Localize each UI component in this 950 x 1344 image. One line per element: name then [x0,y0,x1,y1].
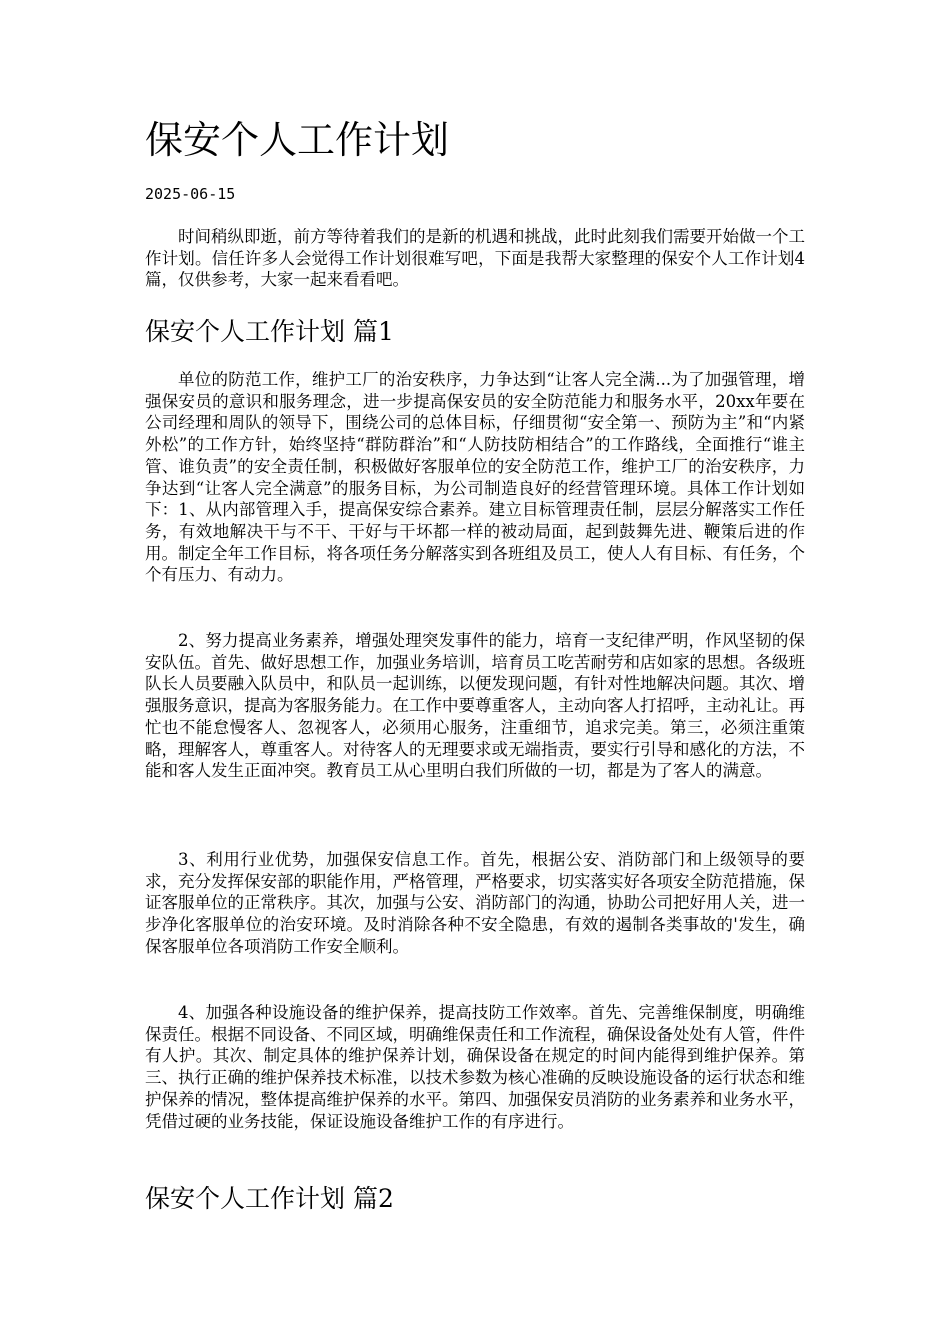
section-1-paragraph-4: 4、加强各种设施设备的维护保养，提高技防工作效率。首先、完善维保制度，明确维保责任。根据不同设备、不同区域，明确维保责任和工作流程，确保设备处处有人管，件件有人护。其次、制定具体的维护保养计划，确保设备在规定的时间内能得到维护保养。第三、执行正确的维护保养技术标准，以技术参数为核心准确的反映设施设备的运行状态和维护保养的情况，整体提高维护保养的水平。第四、加强保安员消防的业务素养和业务水平，凭借过硬的业务技能，保证设施设备维护工作的有序进行。 [145,1003,805,1131]
section-heading-1: 保安个人工作计划 篇1 [145,317,394,346]
section-1-paragraph-1: 单位的防范工作，维护工厂的治安秩序，力争达到“让客人完全满...为了加强管理，增强保安员的意识和服务理念，进一步提高保安员的安全防范能力和服务水平，20xx年要在公司经理和周队的领导下，围绕公司的总体目标，仔细贯彻“安全第一、预防为主”和“内紧外松”的工作方针，始终坚持“群防群治”和“人防技防相结合”的工作路线，全面推行“谁主管、谁负责”的安全责任制，积极做好客服单位的安全防范工作，维护工厂的治安秩序，力争达到“让客人完全满意”的服务目标，为公司制造良好的经营管理环境。具体工作计划如下：1、从内部管理入手，提高保安综合素养。建立目标管理责任制，层层分解落实工作任务，有效地解决干与不干、干好与干坏都一样的被动局面，起到鼓舞先进、鞭策后进的作用。制定全年工作目标，将各项任务分解落实到各班组及员工，使人人有目标、有任务，个个有压力、有动力。 [145,370,805,585]
section-1-paragraph-3: 3、利用行业优势，加强保安信息工作。首先，根据公安、消防部门和上级领导的要求，充分发挥保安部的职能作用，严格管理，严格要求，切实落实好各项安全防范措施，保证客服单位的正常秩序。其次，加强与公安、消防部门的沟通，协助公司把好用人关，进一步净化客服单位的治安环境。及时消除各种不安全隐患，有效的遏制各类事故的'发生，确保客服单位各项消防工作安全顺利。 [145,850,805,956]
section-1-paragraph-2: 2、努力提高业务素养，增强处理突发事件的能力，培育一支纪律严明，作风坚韧的保安队伍。首先、做好思想工作，加强业务培训，培育员工吃苦耐劳和店如家的思想。各级班队长人员要融入队员中，和队员一起训练，以便发现问题，有针对性地解决问题。其次、增强服务意识，提高为客服务能力。在工作中要尊重客人，主动向客人打招呼，主动礼让。再忙也不能怠慢客人、忽视客人，必须用心服务，注重细节，追求完美。第三，必须注重策略，理解客人，尊重客人。对待客人的无理要求或无端指责，要实行引导和感化的方法，不能和客人发生正面冲突。教育员工从心里明白我们所做的一切，都是为了客人的满意。 [145,631,805,781]
document-date: 2025-06-15 [145,185,236,203]
intro-paragraph: 时间稍纵即逝，前方等待着我们的是新的机遇和挑战，此时此刻我们需要开始做一个工作计划。信任许多人会觉得工作计划很难写吧，下面是我帮大家整理的保安个人工作计划4篇，仅供参考，大家一起来看看吧。 [145,227,805,290]
document-title: 保安个人工作计划 [145,118,450,162]
section-heading-2: 保安个人工作计划 篇2 [145,1184,394,1213]
